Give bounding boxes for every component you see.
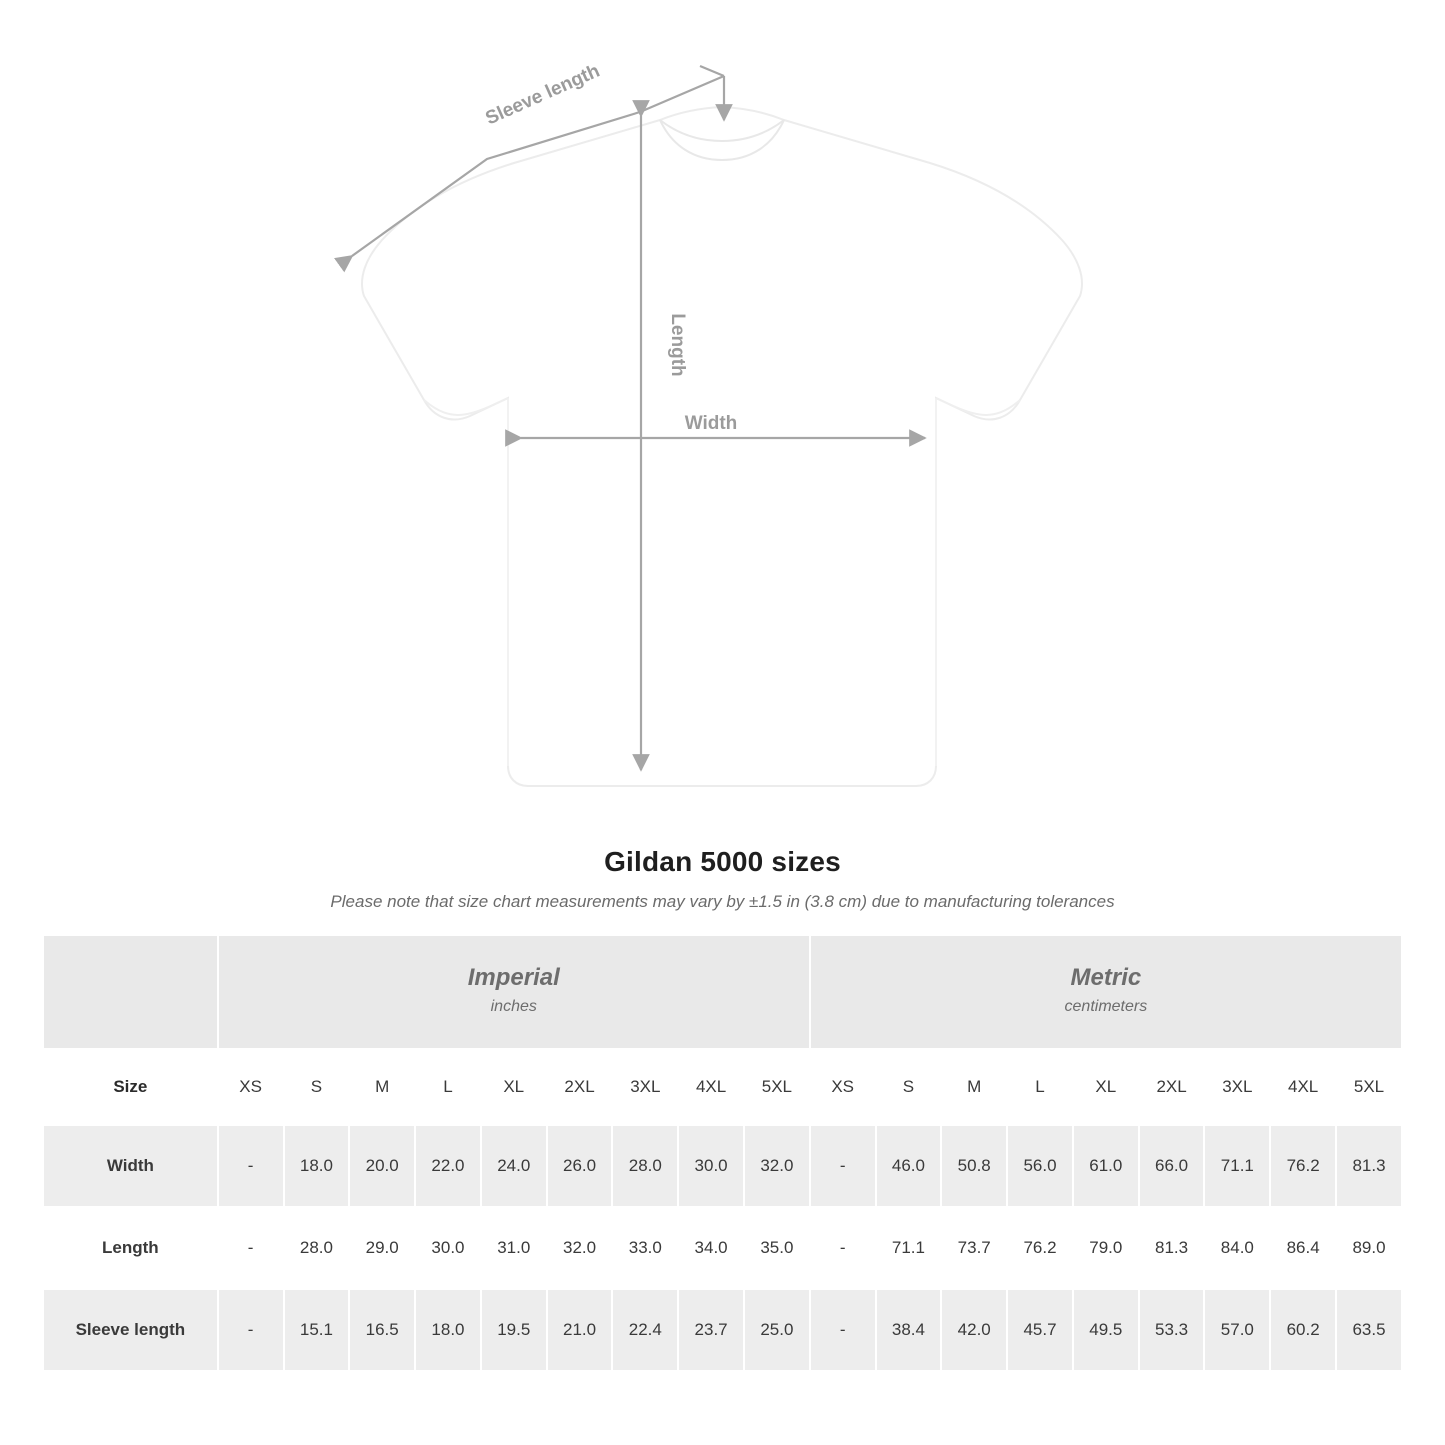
cell-sleeve-metric-xs: - xyxy=(810,1289,876,1371)
cell-width-metric-xl: 61.0 xyxy=(1073,1125,1139,1207)
cell-length-metric-m: 73.7 xyxy=(941,1207,1007,1289)
cell-width-metric-3xl: 71.1 xyxy=(1204,1125,1270,1207)
cell-width-imperial-s: 18.0 xyxy=(284,1125,350,1207)
cell-length-imperial-2xl: 32.0 xyxy=(547,1207,613,1289)
size-header-imperial-3xl: 3XL xyxy=(612,1049,678,1125)
cell-width-imperial-xl: 24.0 xyxy=(481,1125,547,1207)
cell-length-metric-2xl: 81.3 xyxy=(1139,1207,1205,1289)
cell-sleeve-metric-m: 42.0 xyxy=(941,1289,1007,1371)
size-header-imperial-s: S xyxy=(284,1049,350,1125)
size-header-metric-5xl: 5XL xyxy=(1336,1049,1402,1125)
cell-sleeve-imperial-l: 18.0 xyxy=(415,1289,481,1371)
cell-sleeve-imperial-5xl: 25.0 xyxy=(744,1289,810,1371)
cell-sleeve-imperial-m: 16.5 xyxy=(349,1289,415,1371)
cell-length-imperial-xs: - xyxy=(218,1207,284,1289)
cell-length-imperial-l: 30.0 xyxy=(415,1207,481,1289)
cell-width-metric-4xl: 76.2 xyxy=(1270,1125,1336,1207)
size-header-metric-l: L xyxy=(1007,1049,1073,1125)
tolerance-note: Please note that size chart measurements may vary by ±1.5 in (3.8 cm) due to manufacturing tolerances xyxy=(330,892,1115,911)
cell-length-imperial-3xl: 33.0 xyxy=(612,1207,678,1289)
cell-sleeve-metric-3xl: 57.0 xyxy=(1204,1289,1270,1371)
cell-length-metric-l: 76.2 xyxy=(1007,1207,1073,1289)
unit-header-row xyxy=(43,935,1402,1049)
cell-sleeve-metric-l: 45.7 xyxy=(1007,1289,1073,1371)
cell-width-metric-xs: - xyxy=(810,1125,876,1207)
cell-sleeve-imperial-4xl: 23.7 xyxy=(678,1289,744,1371)
cell-length-metric-3xl: 84.0 xyxy=(1204,1207,1270,1289)
cell-sleeve-metric-4xl: 60.2 xyxy=(1270,1289,1336,1371)
cell-width-imperial-4xl: 30.0 xyxy=(678,1125,744,1207)
size-header-metric-s: S xyxy=(876,1049,942,1125)
cell-width-metric-5xl: 81.3 xyxy=(1336,1125,1402,1207)
size-header-metric-xl: XL xyxy=(1073,1049,1139,1125)
cell-sleeve-imperial-2xl: 21.0 xyxy=(547,1289,613,1371)
size-header-metric-4xl: 4XL xyxy=(1270,1049,1336,1125)
size-header-imperial-m: M xyxy=(349,1049,415,1125)
cell-length-imperial-xl: 31.0 xyxy=(481,1207,547,1289)
unit-header-metric xyxy=(810,935,1402,1049)
row-label-width: Width xyxy=(43,1125,218,1207)
cell-length-imperial-s: 28.0 xyxy=(284,1207,350,1289)
cell-width-metric-l: 56.0 xyxy=(1007,1125,1073,1207)
cell-sleeve-metric-2xl: 53.3 xyxy=(1139,1289,1205,1371)
cell-width-imperial-l: 22.0 xyxy=(415,1125,481,1207)
size-header-imperial-2xl: 2XL xyxy=(547,1049,613,1125)
sleeve-length-label: Sleeve length xyxy=(482,60,603,130)
unit-sub-metric: centimeters xyxy=(1064,998,1148,1016)
title-block xyxy=(0,830,1445,912)
table-row xyxy=(43,1207,1402,1289)
size-header-imperial-xs: XS xyxy=(218,1049,284,1125)
size-header-metric-xs: XS xyxy=(810,1049,876,1125)
table-row xyxy=(43,1289,1402,1371)
cell-length-metric-s: 71.1 xyxy=(876,1207,942,1289)
cell-width-metric-2xl: 66.0 xyxy=(1139,1125,1205,1207)
unit-header-imperial xyxy=(218,935,810,1049)
cell-width-imperial-3xl: 28.0 xyxy=(612,1125,678,1207)
unit-header-corner xyxy=(43,935,218,1049)
size-header-metric-m: M xyxy=(941,1049,1007,1125)
page-title: Gildan 5000 sizes xyxy=(604,846,841,877)
cell-sleeve-metric-s: 38.4 xyxy=(876,1289,942,1371)
size-header-row xyxy=(43,1049,1402,1125)
unit-name-metric: Metric xyxy=(1070,964,1142,992)
cell-width-imperial-2xl: 26.0 xyxy=(547,1125,613,1207)
cell-length-metric-xl: 79.0 xyxy=(1073,1207,1139,1289)
cell-sleeve-metric-xl: 49.5 xyxy=(1073,1289,1139,1371)
size-header-imperial-4xl: 4XL xyxy=(678,1049,744,1125)
cell-width-metric-s: 46.0 xyxy=(876,1125,942,1207)
size-table xyxy=(42,934,1403,1372)
size-table-wrap xyxy=(0,934,1445,1372)
length-label: Length xyxy=(667,313,688,377)
cell-length-imperial-m: 29.0 xyxy=(349,1207,415,1289)
cell-width-imperial-5xl: 32.0 xyxy=(744,1125,810,1207)
size-header-imperial-l: L xyxy=(415,1049,481,1125)
cell-sleeve-imperial-3xl: 22.4 xyxy=(612,1289,678,1371)
row-label-sleeve-length: Sleeve length xyxy=(43,1289,218,1371)
cell-length-metric-5xl: 89.0 xyxy=(1336,1207,1402,1289)
unit-sub-imperial: inches xyxy=(490,998,537,1016)
size-header-label: Size xyxy=(43,1049,218,1125)
width-label: Width xyxy=(684,413,738,434)
cell-length-imperial-4xl: 34.0 xyxy=(678,1207,744,1289)
size-header-imperial-xl: XL xyxy=(481,1049,547,1125)
size-header-imperial-5xl: 5XL xyxy=(744,1049,810,1125)
cell-length-metric-4xl: 86.4 xyxy=(1270,1207,1336,1289)
cell-sleeve-imperial-xs: - xyxy=(218,1289,284,1371)
size-header-metric-3xl: 3XL xyxy=(1204,1049,1270,1125)
table-row xyxy=(43,1125,1402,1207)
cell-sleeve-metric-5xl: 63.5 xyxy=(1336,1289,1402,1371)
row-label-length: Length xyxy=(43,1207,218,1289)
cell-width-imperial-m: 20.0 xyxy=(349,1125,415,1207)
cell-length-imperial-5xl: 35.0 xyxy=(744,1207,810,1289)
unit-name-imperial: Imperial xyxy=(467,964,560,992)
cell-length-metric-xs: - xyxy=(810,1207,876,1289)
tshirt-shape xyxy=(362,107,1082,786)
cell-sleeve-imperial-xl: 19.5 xyxy=(481,1289,547,1371)
size-header-metric-2xl: 2XL xyxy=(1139,1049,1205,1125)
cell-width-imperial-xs: - xyxy=(218,1125,284,1207)
cell-width-metric-m: 50.8 xyxy=(941,1125,1007,1207)
cell-sleeve-imperial-s: 15.1 xyxy=(284,1289,350,1371)
